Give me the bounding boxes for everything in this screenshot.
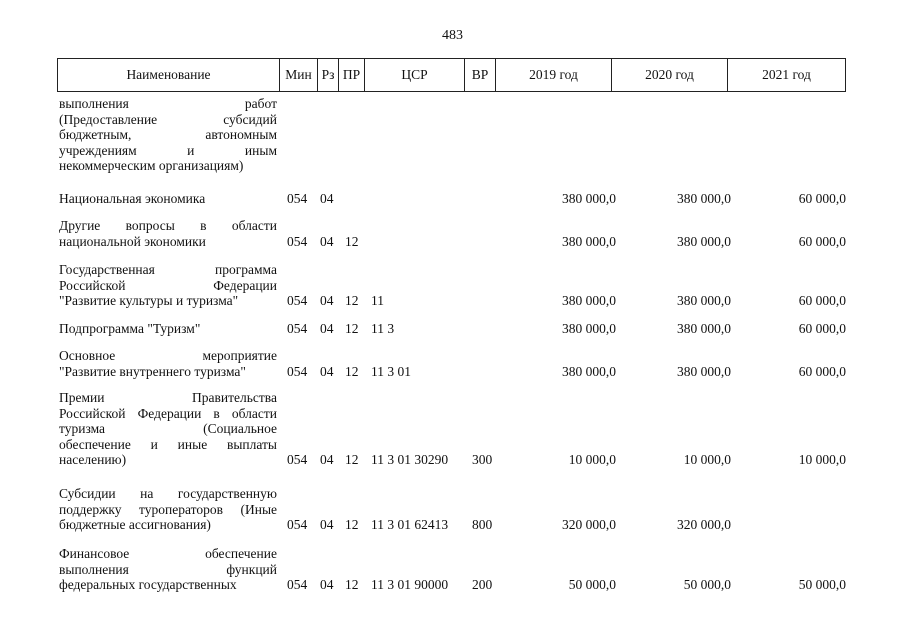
- cell-pr: 12: [345, 293, 359, 309]
- cell-rz: 04: [320, 233, 334, 249]
- row-name: [59, 321, 277, 337]
- cell-pr: 12: [345, 517, 359, 533]
- cell-csr: 11 3 01 30290: [371, 452, 449, 468]
- row-name-line: "Развитие внутреннего туризма": [59, 363, 246, 379]
- header-2021: 2021 год: [762, 67, 811, 82]
- row-name: [59, 191, 277, 207]
- header-rz: Рз: [318, 59, 339, 91]
- cell-pr: 12: [345, 321, 359, 336]
- cell-rz: 04: [320, 577, 334, 593]
- row-name-line: Основное мероприятие: [59, 348, 277, 363]
- cell-y2020: 50 000,0: [683, 577, 731, 593]
- cell-pr: 12: [345, 577, 359, 593]
- cell-y2021: 60 000,0: [798, 363, 846, 379]
- row-name: [59, 96, 277, 174]
- cell-y2019: 380 000,0: [562, 363, 616, 379]
- row-name-line: поддержку туроператоров (Иные: [59, 501, 277, 517]
- row-name-line: Премии Правительства: [59, 390, 277, 405]
- row-name-line: Российской Федерации в области: [59, 405, 277, 421]
- cell-y2019: 320 000,0: [562, 517, 616, 533]
- row-name: [59, 546, 277, 593]
- cell-csr: 11: [371, 293, 384, 309]
- cell-rz: 04: [320, 191, 334, 206]
- row-name: [59, 348, 277, 379]
- row-name-line: Государственная программа: [59, 262, 277, 277]
- cell-csr: 11 3 01: [371, 363, 411, 379]
- cell-rz: 04: [320, 293, 334, 309]
- cell-y2019: 380 000,0: [562, 293, 616, 309]
- row-name-line: бюджетные ассигнования): [59, 517, 211, 533]
- header-csr: ЦСР: [365, 59, 465, 91]
- header-vr: ВР: [465, 59, 496, 91]
- page-number: 483: [442, 28, 463, 43]
- row-name-line: "Развитие культуры и туризма": [59, 293, 239, 309]
- row-name-line: (Предоставление субсидий: [59, 111, 277, 127]
- cell-min: 054: [287, 452, 308, 468]
- header-min: Мин: [280, 59, 318, 91]
- cell-rz: 04: [320, 363, 334, 379]
- row-name-line: выполнения функций: [59, 561, 277, 577]
- cell-min: 054: [287, 363, 308, 379]
- cell-min: 054: [287, 191, 308, 206]
- cell-y2020: 380 000,0: [677, 363, 731, 379]
- cell-y2020: 320 000,0: [677, 517, 731, 533]
- cell-rz: 04: [320, 517, 334, 533]
- cell-y2021: 60 000,0: [798, 233, 846, 249]
- row-name-line: обеспечение и иные выплаты: [59, 436, 277, 452]
- row-name-line: населению): [59, 452, 127, 468]
- row-name-line: Подпрограмма "Туризм": [59, 321, 201, 336]
- row-name-line: Российской Федерации: [59, 277, 277, 293]
- header-2020: 2020 год: [612, 59, 728, 91]
- cell-rz: 04: [320, 452, 334, 468]
- cell-min: 054: [287, 321, 308, 336]
- cell-y2021: 60 000,0: [798, 191, 846, 206]
- cell-csr: 11 3: [371, 321, 395, 336]
- row-name-line: туризма (Социальное: [59, 421, 277, 437]
- cell-y2019: 380 000,0: [562, 191, 616, 206]
- cell-min: 054: [287, 517, 308, 533]
- cell-y2020: 380 000,0: [677, 321, 731, 336]
- row-name: [59, 262, 277, 309]
- table-header: [57, 58, 846, 92]
- cell-pr: 12: [345, 233, 359, 249]
- cell-vr: 300: [472, 452, 493, 468]
- cell-rz: 04: [320, 321, 334, 336]
- cell-y2019: 10 000,0: [568, 452, 616, 468]
- row-name-line: Субсидии на государственную: [59, 486, 277, 501]
- cell-y2019: 50 000,0: [568, 577, 616, 593]
- cell-y2020: 380 000,0: [677, 191, 731, 206]
- cell-y2021: 10 000,0: [798, 452, 846, 468]
- row-name-line: Национальная экономика: [59, 191, 206, 206]
- cell-y2021: 50 000,0: [798, 577, 846, 593]
- cell-vr: 200: [472, 577, 493, 593]
- header-2019: 2019 год: [496, 59, 612, 91]
- cell-pr: 12: [345, 452, 359, 468]
- cell-y2019: 380 000,0: [562, 321, 616, 336]
- cell-y2020: 380 000,0: [677, 233, 731, 249]
- cell-min: 054: [287, 233, 308, 249]
- row-name: [59, 218, 277, 249]
- header-name: Наименование: [58, 59, 280, 91]
- cell-min: 054: [287, 577, 308, 593]
- row-name: [59, 486, 277, 533]
- row-name: [59, 390, 277, 468]
- row-name-line: национальной экономики: [59, 233, 206, 249]
- row-name-line: выполнения работ: [59, 96, 277, 111]
- row-name-line: учреждениям и иным: [59, 142, 277, 158]
- cell-y2021: 60 000,0: [798, 293, 846, 309]
- cell-y2019: 380 000,0: [562, 233, 616, 249]
- cell-y2020: 380 000,0: [677, 293, 731, 309]
- row-name-line: Финансовое обеспечение: [59, 546, 277, 561]
- row-name-line: бюджетным, автономным: [59, 127, 277, 143]
- row-name-line: федеральных государственных: [59, 577, 237, 593]
- row-name-line: некоммерческим организациям): [59, 158, 244, 174]
- cell-y2021: 60 000,0: [798, 321, 846, 336]
- row-name-line: Другие вопросы в области: [59, 218, 277, 233]
- cell-min: 054: [287, 293, 308, 309]
- cell-y2020: 10 000,0: [683, 452, 731, 468]
- cell-vr: 800: [472, 517, 493, 533]
- cell-csr: 11 3 01 90000: [371, 577, 449, 593]
- header-pr: ПР: [339, 59, 365, 91]
- cell-csr: 11 3 01 62413: [371, 517, 449, 533]
- cell-pr: 12: [345, 363, 359, 379]
